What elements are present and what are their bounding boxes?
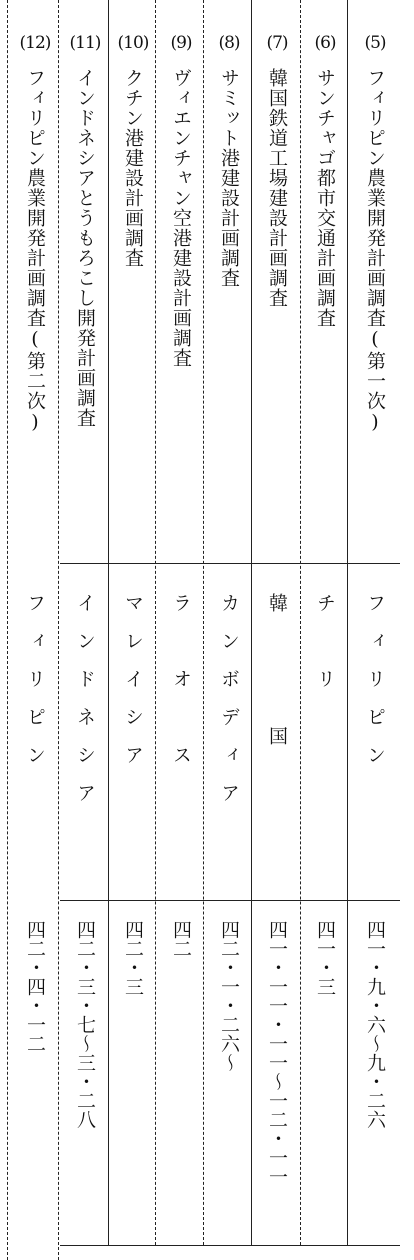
table-row [60, 0, 110, 1260]
project-title: クチン港建設計画調査 [122, 68, 144, 268]
table-row [10, 0, 60, 1260]
column-rule [7, 0, 8, 1260]
row-number: (5) [364, 33, 386, 53]
survey-date: 四一・一一・一一〜一二・一一 [266, 920, 288, 1186]
row-number: (10) [117, 33, 149, 53]
country-name: フ ィ リ ピ ン [24, 593, 46, 764]
survey-date: 四二・一・二六〜 [218, 920, 240, 1072]
project-title: サミット港建設計画調査 [218, 68, 240, 288]
survey-date: 四二・四・一二 [24, 920, 46, 1053]
project-title: フィリピン農業開発計画調査(第二次) [24, 68, 46, 434]
row-number: (7) [266, 33, 288, 53]
country-name: チ リ [314, 593, 336, 688]
row-number: (12) [19, 33, 51, 53]
survey-date: 四二・三 [122, 920, 144, 996]
row-number: (6) [314, 33, 336, 53]
row-number: (11) [69, 33, 101, 53]
country-name: ラ オ ス [170, 593, 192, 764]
project-title: サンチャゴ都市交通計画調査 [314, 68, 336, 328]
project-title: フィリピン農業開発計画調査(第一次) [364, 68, 386, 434]
survey-date: 四二 [170, 920, 192, 958]
table-row [204, 0, 254, 1260]
project-title: ヴィエンチャン空港建設計画調査 [170, 68, 192, 368]
country-name: 韓 国 [266, 593, 288, 745]
survey-date: 四一・九・六〜九・二六 [364, 920, 386, 1129]
survey-date: 四一・三 [314, 920, 336, 996]
project-title: 韓国鉄道工場建設計画調査 [266, 68, 288, 308]
survey-date: 四二・三・七〜三・二八 [74, 920, 96, 1129]
country-name: マ レ イ シ ア [122, 593, 144, 764]
country-name: フ ィ リ ピ ン [364, 593, 386, 764]
table-row [156, 0, 206, 1260]
table-row [350, 0, 400, 1260]
country-name: カ ン ボ デ ィ ア [218, 593, 240, 802]
project-title: インドネシアとうもろこし開発計画調査 [74, 68, 96, 428]
country-name: イ ン ド ネ シ ア [74, 593, 96, 802]
row-number: (9) [170, 33, 192, 53]
table-row [108, 0, 158, 1260]
table-row [300, 0, 350, 1260]
table-row [252, 0, 302, 1260]
row-number: (8) [218, 33, 240, 53]
